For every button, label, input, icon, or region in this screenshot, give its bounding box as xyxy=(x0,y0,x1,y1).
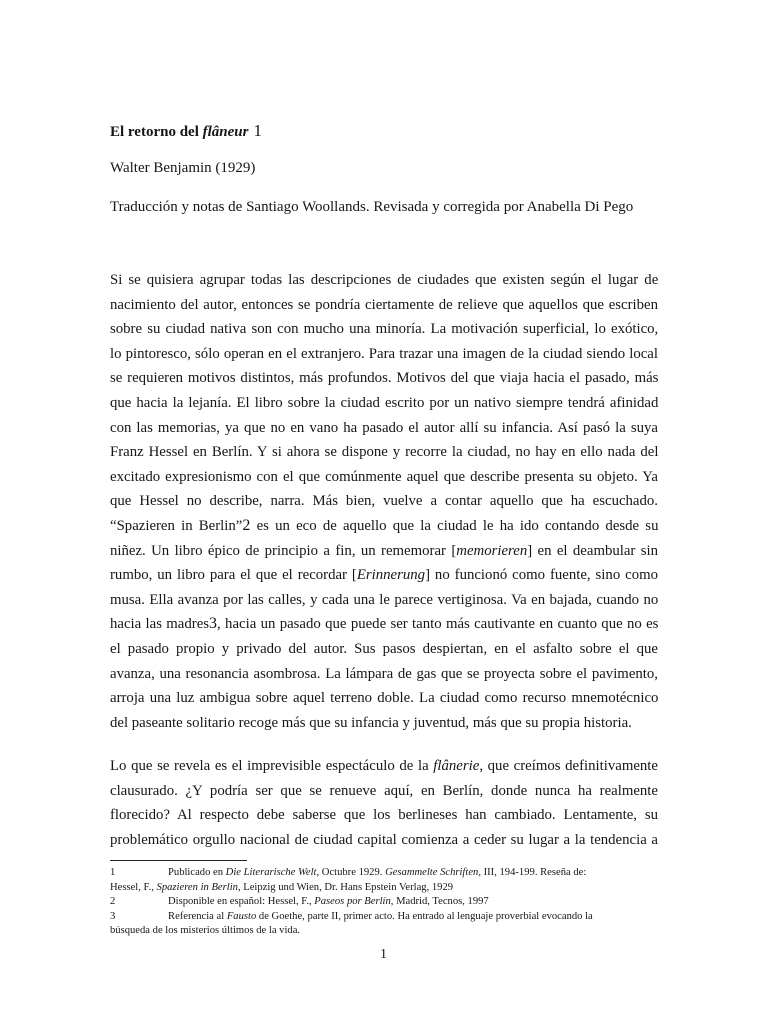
footnote-italic: Die Literarische Welt xyxy=(225,867,317,878)
footnote-text: , Leipzig und Wien, Dr. Hans Epstein Verlag, 1929 xyxy=(237,881,454,893)
text-line: avanza, una resonancia asombrosa. La lámpara de gas que se proyecta sobre el pavimento, xyxy=(110,665,658,682)
footnote-italic: Spazieren in Berlin xyxy=(156,881,238,893)
footnote-1-continued xyxy=(110,881,658,896)
text-line: que Hessel no describe, narra. Más bien, vuelve a contar aquello que ha escuchado. xyxy=(110,493,658,510)
footnote-number: 1 xyxy=(110,867,116,878)
text-line: arroja una luz ambigua sobre aquel terreno doble. La ciudad como recurso mnemotécnico xyxy=(110,690,659,707)
footnotes xyxy=(110,866,658,939)
text-line xyxy=(110,514,658,539)
text-fragment: ] no funcionó como fuente, sino como xyxy=(425,567,659,584)
text-line: del paseante solitario recoge más que su infancia y juventud, más que su propia historia. xyxy=(110,714,632,731)
text-fragment: Lo que se revela es el imprevisible espectáculo de la xyxy=(110,758,434,774)
italic-term: memorieren xyxy=(456,542,528,559)
text-line xyxy=(110,539,658,564)
footnote-number: 3 xyxy=(110,910,116,922)
text-fragment: ] en el deambular sin xyxy=(527,542,658,559)
footnote-3-continued: búsqueda de los misterios últimos de la vida. xyxy=(110,925,301,937)
italic-term: Erinnerung xyxy=(356,567,426,584)
footnote-ref-1[interactable]: 1 xyxy=(253,121,262,140)
text-line: el pasado propio y privado del autor. Sus pasos despiertan, en el asfalto sobre el que xyxy=(110,640,658,657)
footnote-text: Hessel, F., xyxy=(110,881,157,893)
translation-credit: Traducción y notas de Santiago Woollands. Revisada y corregida por Anabella Di Pego xyxy=(110,199,634,215)
paragraph-2 xyxy=(110,754,658,852)
text-line: sobre su ciudad nativa son con mucho una minoría. La motivación superficial, lo exótico, xyxy=(110,321,659,338)
text-fragment: es un eco de aquello que la ciudad le ha ido contando desde su xyxy=(250,517,659,534)
footnote-3 xyxy=(110,910,658,925)
text-line xyxy=(110,563,658,588)
page-number: 1 xyxy=(380,947,387,962)
text-line: florecido? Al respecto debe saberse que los berlineses han cambiado. Lentamente, su xyxy=(110,807,658,824)
author-line: Walter Benjamin (1929) xyxy=(110,160,256,176)
text-line xyxy=(110,612,658,637)
text-line: se requieren motivos distintos, más profundos. Motivos del que viaja hacia el pasado, más xyxy=(110,370,659,387)
footnote-italic: Paseos por Berlín xyxy=(314,896,391,908)
footnote-1 xyxy=(110,866,658,881)
text-line: Si se quisiera agrupar todas las descripciones de ciudades que existen según el lugar de xyxy=(110,272,659,288)
footnote-ref-2[interactable]: 2 xyxy=(242,516,251,534)
article-title xyxy=(110,121,262,141)
text-fragment: , hacia un pasado que puede ser tanto más cautivante en cuanto que no es xyxy=(217,616,659,633)
text-fragment: hacia las madres xyxy=(110,616,210,633)
footnote-text: Publicado en xyxy=(168,867,226,878)
footnote-italic: Gesammelte Schriften xyxy=(385,867,479,878)
footnote-text: Disponible en español: Hessel, F., xyxy=(168,896,315,908)
text-fragment: niñez. Un libro épico de principio a fin, un rememorar [ xyxy=(110,542,457,559)
text-line: Franz Hessel en Berlín. Y si ahora se dispone y recorre la ciudad, no hay en ello nada del xyxy=(110,444,659,461)
italic-term: flânerie xyxy=(433,758,480,774)
text-fragment: , que creímos definitivamente xyxy=(479,758,658,774)
text-line: excitado expresionismo con el que comúnmente aquel que describe presenta su objeto. Ya xyxy=(110,468,658,485)
title-text: El retorno del xyxy=(110,124,203,140)
text-line: con las memorias, ya que no en vano ha pasado el autor allí su infancia. Así pasó la suya xyxy=(110,419,658,436)
text-line: musa. Ella avanza por las calles, y cada una le parece vertiginosa. Va en bajada, cuando no xyxy=(110,591,659,608)
paragraph-1 xyxy=(110,268,658,735)
title-italic-word: flâneur xyxy=(202,124,249,140)
footnote-2 xyxy=(110,895,658,910)
footnote-separator xyxy=(110,860,247,861)
footnote-number: 2 xyxy=(110,896,116,908)
footnote-text: de Goethe, parte II, primer acto. Ha entrado al lenguaje proverbial evocando la xyxy=(256,910,593,922)
footnote-ref-3[interactable]: 3 xyxy=(209,615,218,633)
text-fragment: “Spazieren in Berlin” xyxy=(110,517,243,534)
footnote-text: Referencia al xyxy=(168,910,227,922)
text-line: que hacia la lejanía. El libro sobre la ciudad escrito por un nativo siempre tendrá afinidad xyxy=(110,394,659,411)
text-line: nacimiento del autor, entonces se pondría ciertamente de relieve que aquellos que escriben xyxy=(110,296,658,313)
text-line: problemático orgullo nacional de ciudad capital comienza a ceder su lugar a la tendencia a xyxy=(110,831,658,848)
text-line: lo pintoresco, sólo operan en el extranjero. Para trazar una imagen de la ciudad siendo local xyxy=(110,345,658,362)
footnote-text: , Madrid, Tecnos, 1997 xyxy=(390,896,489,908)
footnote-text: , Octubre 1929. xyxy=(316,867,386,878)
footnote-italic: Fausto xyxy=(226,910,257,922)
text-line xyxy=(110,754,658,779)
footnote-text: , III, 194-199. Reseña de: xyxy=(478,867,587,878)
text-fragment: rumbo, un libro para el que el recordar [ xyxy=(110,567,357,584)
text-line: clausurado. ¿Y podría ser que se renueve aquí, en Berlín, donde nunca ha realmente xyxy=(110,782,658,799)
